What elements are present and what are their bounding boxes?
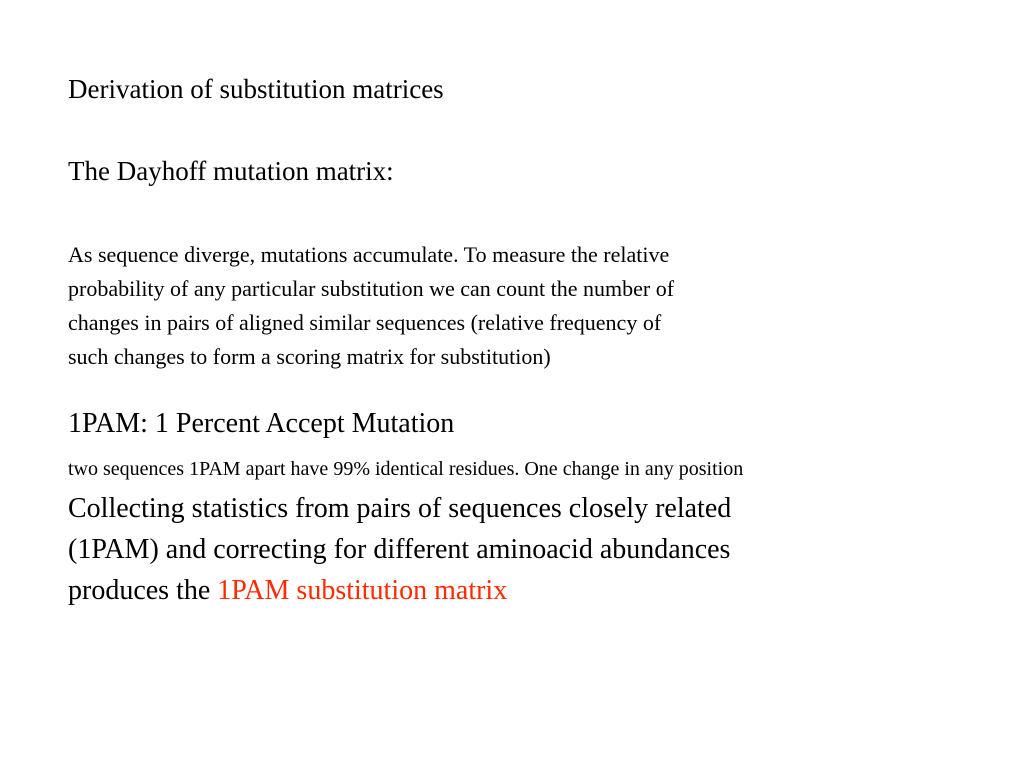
slide-subtitle: The Dayhoff mutation matrix:	[68, 156, 394, 186]
collecting-line-prefix: produces the	[68, 575, 218, 606]
paragraph-line: changes in pairs of aligned similar sequences (relative frequency of	[68, 310, 662, 335]
paragraph-line: As sequence diverge, mutations accumulate. To measure the relative	[68, 242, 670, 267]
collecting-line: (1PAM) and correcting for different aminoacid abundances	[68, 534, 731, 565]
collecting-line-final	[68, 570, 731, 611]
collecting-paragraph	[68, 488, 731, 611]
paragraph-line: such changes to form a scoring matrix for substitution)	[68, 344, 551, 369]
collecting-line: Collecting statistics from pairs of sequences closely related	[68, 493, 732, 524]
pam-note: two sequences 1PAM apart have 99% identical residues. One change in any position	[68, 458, 744, 480]
paragraph-line: probability of any particular substitution we can count the number of	[68, 276, 675, 301]
pam-heading: 1PAM: 1 Percent Accept Mutation	[68, 408, 455, 439]
slide-title: Derivation of substitution matrices	[68, 74, 444, 104]
dayhoff-paragraph	[68, 238, 674, 374]
highlight-term: 1PAM substitution matrix	[217, 575, 508, 606]
